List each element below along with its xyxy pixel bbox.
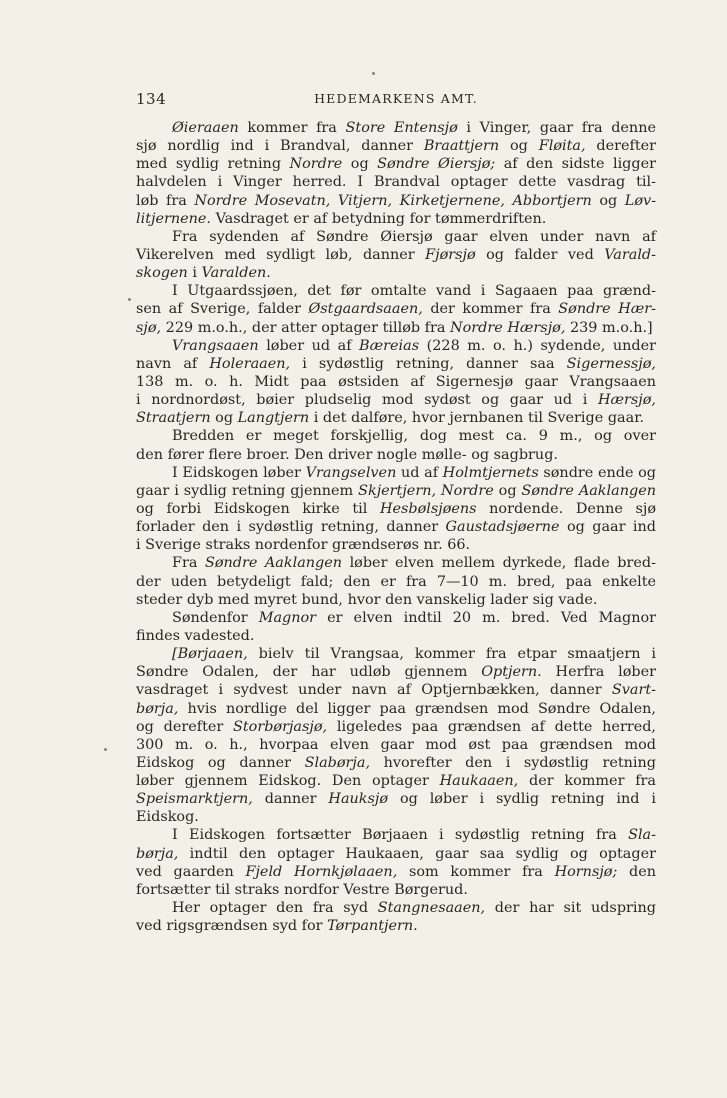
text-line [136, 591, 656, 609]
text-line [136, 337, 656, 355]
italic-place-name: Sla- [628, 827, 656, 844]
text-run: i det dalføre, hvor jernbanen til Sverige gaar. [309, 410, 645, 427]
italic-place-name: Storbørjasjø, [233, 718, 328, 735]
italic-place-name: Store Entensjø [345, 120, 458, 136]
paper-speck [372, 72, 375, 75]
text-line [136, 627, 656, 645]
text-run: Eidskog og danner [136, 754, 305, 771]
italic-place-name: Optjern. [481, 664, 542, 681]
text-run: ud af [396, 464, 443, 481]
text-run: der uden betydeligt fald; den er fra 7—10 m. bred, paa enkelte [136, 573, 656, 590]
text-run: som kommer fra [397, 863, 555, 880]
text-run: den fører flere broer. Den driver nogle mølle- og sagbrug. [136, 446, 558, 463]
text-run: nordende. Denne sjø [476, 500, 657, 517]
italic-place-name: Fjørsjø [425, 246, 476, 263]
text-run: fortsætter til straks nordfor Vestre Børgerud. [136, 881, 468, 898]
text-run: ved gaarden [136, 863, 246, 880]
text-run: gaar i sydlig retning gjennem [136, 482, 359, 499]
text-line [136, 718, 656, 736]
italic-place-name: Øieraaen [172, 120, 239, 136]
italic-place-name: Hesbølsjøens [379, 500, 477, 517]
text-run: 138 m. o. h. Midt paa østsiden af Sigernesjø gaar Vrangsaaen [136, 373, 656, 390]
text-line [136, 319, 656, 337]
text-line [136, 554, 656, 572]
text-line [136, 754, 656, 772]
italic-place-name: Straatjern [136, 410, 211, 427]
text-run: halvdelen i Vinger herred. I Brandval optager dette vasdrag til- [136, 174, 656, 191]
text-run: hvorefter den i sydøstlig retning [370, 754, 656, 771]
text-line [136, 228, 656, 246]
text-line [136, 500, 656, 518]
text-line [136, 137, 656, 155]
text-run: der kommer fra [422, 301, 559, 318]
text-run: løber ud af [258, 337, 360, 354]
italic-place-name: [Børjaaen, [172, 646, 248, 663]
text-run: Vikerelven med sydligt løb, danner [136, 246, 426, 263]
italic-place-name: Nordre [289, 156, 343, 173]
text-run: ligeledes paa grændsen af dette herred, [327, 718, 657, 735]
text-line [136, 681, 656, 699]
text-line [136, 355, 656, 373]
text-line [136, 808, 656, 826]
text-run: Eidskog. [136, 809, 199, 826]
text-line [136, 192, 656, 210]
text-line [136, 663, 656, 681]
text-line [136, 826, 656, 844]
italic-place-name: Holmtjernets [442, 464, 539, 481]
text-run: ved rigsgrændsen syd for [136, 918, 328, 935]
text-run: 300 m. o. h., hvorpaa elven gaar mod øst paa grændsen mod [136, 736, 656, 753]
text-run: løber gjennem Eidskog. Den optager [136, 773, 440, 790]
text-run: der har sit udspring [485, 900, 656, 917]
italic-place-name: Søndre Aaklangen [521, 482, 656, 499]
text-run: og forbi Eidskogen kirke til [136, 500, 380, 517]
text-line [136, 282, 656, 300]
text-run: og falder ved [475, 246, 605, 263]
italic-place-name: børja, [136, 700, 179, 717]
text-line [136, 155, 656, 173]
italic-place-name: Stangnesaaen, [377, 900, 486, 917]
text-run: løber elven mellem dyrkede, flade bred- [342, 555, 656, 572]
italic-place-name: Skjertjern, Nordre [358, 482, 494, 499]
text-line [136, 845, 656, 863]
text-run: Søndre Odalen, der har udløb gjennem [136, 664, 482, 681]
italic-place-name: Østgaardsaaen, [308, 301, 423, 318]
text-line [136, 427, 656, 445]
italic-place-name: Søndre Aaklangen [204, 555, 343, 572]
text-run: der kommer fra [518, 773, 656, 790]
text-run: vasdraget i sydvest under navn af Optjernbækken, danner [136, 682, 612, 699]
text-run: sen af Sverige, falder [136, 301, 309, 318]
italic-place-name: Vrangsaaen [172, 337, 259, 354]
italic-place-name: skogen [136, 265, 188, 282]
text-run: og [342, 156, 378, 173]
text-run: Her optager den fra syd [172, 900, 378, 917]
text-run: og [210, 410, 238, 427]
text-run: af den sidste ligger [495, 156, 656, 173]
italic-place-name: Tørpantjern. [327, 918, 418, 935]
italic-place-name: Gaustadsjøerne [445, 519, 560, 536]
italic-place-name: Søndre Hær- [558, 301, 657, 318]
text-run: danner [252, 791, 329, 808]
text-line [136, 246, 656, 264]
paper-speck [104, 748, 107, 751]
text-line [136, 645, 656, 663]
italic-place-name: Sigernessjø, [566, 355, 656, 372]
text-run: navn af [136, 355, 210, 372]
text-run: og [591, 192, 625, 209]
text-line [136, 917, 656, 935]
italic-place-name: Holeraaen, [209, 355, 291, 372]
text-run: og [499, 138, 539, 155]
text-run: søndre ende og [538, 464, 656, 481]
text-line [136, 482, 656, 500]
text-run: i [187, 265, 202, 282]
italic-place-name: Magnor [258, 609, 317, 626]
text-run: Fra sydenden af Søndre Øiersjø gaar elven under navn af [172, 228, 656, 245]
paper-speck [128, 298, 131, 301]
text-run: og derefter [136, 718, 234, 735]
text-run: i Sverige straks nordenfor grændserøs nr. 66. [136, 537, 471, 554]
text-run: kommer fra [238, 120, 346, 136]
italic-place-name: Slabørja, [304, 754, 371, 771]
text-run: Herfra løber [541, 664, 656, 681]
text-line [136, 409, 656, 427]
text-line [136, 790, 656, 808]
text-line [136, 119, 656, 137]
text-run: og løber i sydlig retning ind i [388, 791, 657, 808]
page-header [136, 90, 656, 112]
text-line [136, 464, 656, 482]
italic-place-name: litjernene. [136, 210, 211, 227]
italic-place-name: Varald- [604, 246, 657, 263]
italic-place-name: Varalden. [201, 265, 271, 282]
text-line [136, 173, 656, 191]
italic-place-name: Løv- [624, 192, 656, 209]
italic-place-name: Fløita, [538, 138, 586, 155]
text-line [136, 736, 656, 754]
text-run: Fra [172, 555, 205, 572]
text-run: Vasdraget er af betydning for tømmerdriften. [211, 210, 547, 227]
text-run: er elven indtil 20 m. bred. Ved Magnor [316, 609, 657, 626]
text-run: forlader den i sydøstlig retning, danner [136, 519, 446, 536]
text-run: i nordnordøst, bøier pludselig mod sydøst og gaar ud i [136, 392, 598, 409]
body-text [136, 119, 656, 935]
text-run: (228 m. o. h.) sydende, under [419, 337, 656, 354]
italic-place-name: Speismarktjern, [136, 791, 253, 808]
text-line [136, 300, 656, 318]
text-run: hvis nordlige del ligger paa grændsen mod Søndre Odalen, [178, 700, 656, 717]
italic-place-name: Søndre Øiersjø; [377, 156, 496, 173]
text-line [136, 700, 656, 718]
text-run: I Eidskogen fortsætter Børjaaen i sydøstlig retning fra [172, 827, 629, 844]
text-run: findes vadested. [136, 627, 255, 644]
text-run: den [617, 863, 656, 880]
text-run: i sydøstlig retning, danner saa [290, 355, 567, 372]
text-line [136, 446, 656, 464]
text-line [136, 863, 656, 881]
italic-place-name: Nordre Hærsjø, [450, 319, 566, 336]
italic-place-name: Braattjern [423, 138, 500, 155]
running-head: HEDEMARKENS AMT. [314, 91, 478, 106]
italic-place-name: Nordre Mosevatn, Vitjern, Kirketjernene, Abbortjern [194, 192, 592, 209]
italic-place-name: Svart- [611, 682, 656, 699]
italic-place-name: Fjeld Hornkjølaaen, [245, 863, 398, 880]
text-line [136, 391, 656, 409]
text-run: derefter [585, 138, 657, 155]
text-run: I Utgaardssjøen, det før omtalte vand i Sagaaen paa grænd- [172, 283, 656, 300]
text-line [136, 536, 656, 554]
italic-place-name: Langtjern [237, 410, 310, 427]
text-line [136, 573, 656, 591]
text-run: steder dyb med myret bund, hvor den vanskelig lader sig vade. [136, 591, 598, 608]
italic-place-name: Haukaaen, [439, 773, 519, 790]
italic-place-name: sjø, [136, 319, 162, 336]
text-line [136, 899, 656, 917]
text-line [136, 210, 656, 228]
text-line [136, 518, 656, 536]
page-number: 134 [136, 90, 167, 108]
text-run: sjø nordlig ind i Brandval, danner [136, 138, 424, 155]
text-line [136, 772, 656, 790]
text-run: med sydlig retning [136, 156, 290, 173]
text-line [136, 264, 656, 282]
italic-place-name: Hærsjø, [597, 392, 656, 409]
italic-place-name: børja, [136, 845, 179, 862]
italic-place-name: Vrangselven [305, 464, 397, 481]
text-line [136, 609, 656, 627]
text-run: Bredden er meget forskjellig, dog mest ca. 9 m., og over [172, 428, 656, 445]
text-run: og gaar ind [559, 519, 656, 536]
text-run: Søndenfor [172, 609, 259, 626]
text-run: 239 m.o.h.] [565, 319, 653, 336]
italic-place-name: Hauksjø [328, 791, 389, 808]
italic-place-name: Bæreias [359, 337, 420, 354]
text-run: løb fra [136, 192, 195, 209]
text-run: bielv til Vrangsaa, kommer fra etpar smaatjern i [247, 646, 656, 663]
text-run: i Vinger, gaar fra denne [457, 120, 656, 136]
italic-place-name: Hornsjø; [554, 863, 618, 880]
text-line [136, 373, 656, 391]
text-run: 229 m.o.h., der atter optager tilløb fra [161, 319, 451, 336]
text-line [136, 881, 656, 899]
text-run: og [493, 482, 522, 499]
text-run: indtil den optager Haukaaen, gaar saa sydlig og optager [178, 845, 656, 862]
text-run: I Eidskogen løber [172, 464, 306, 481]
